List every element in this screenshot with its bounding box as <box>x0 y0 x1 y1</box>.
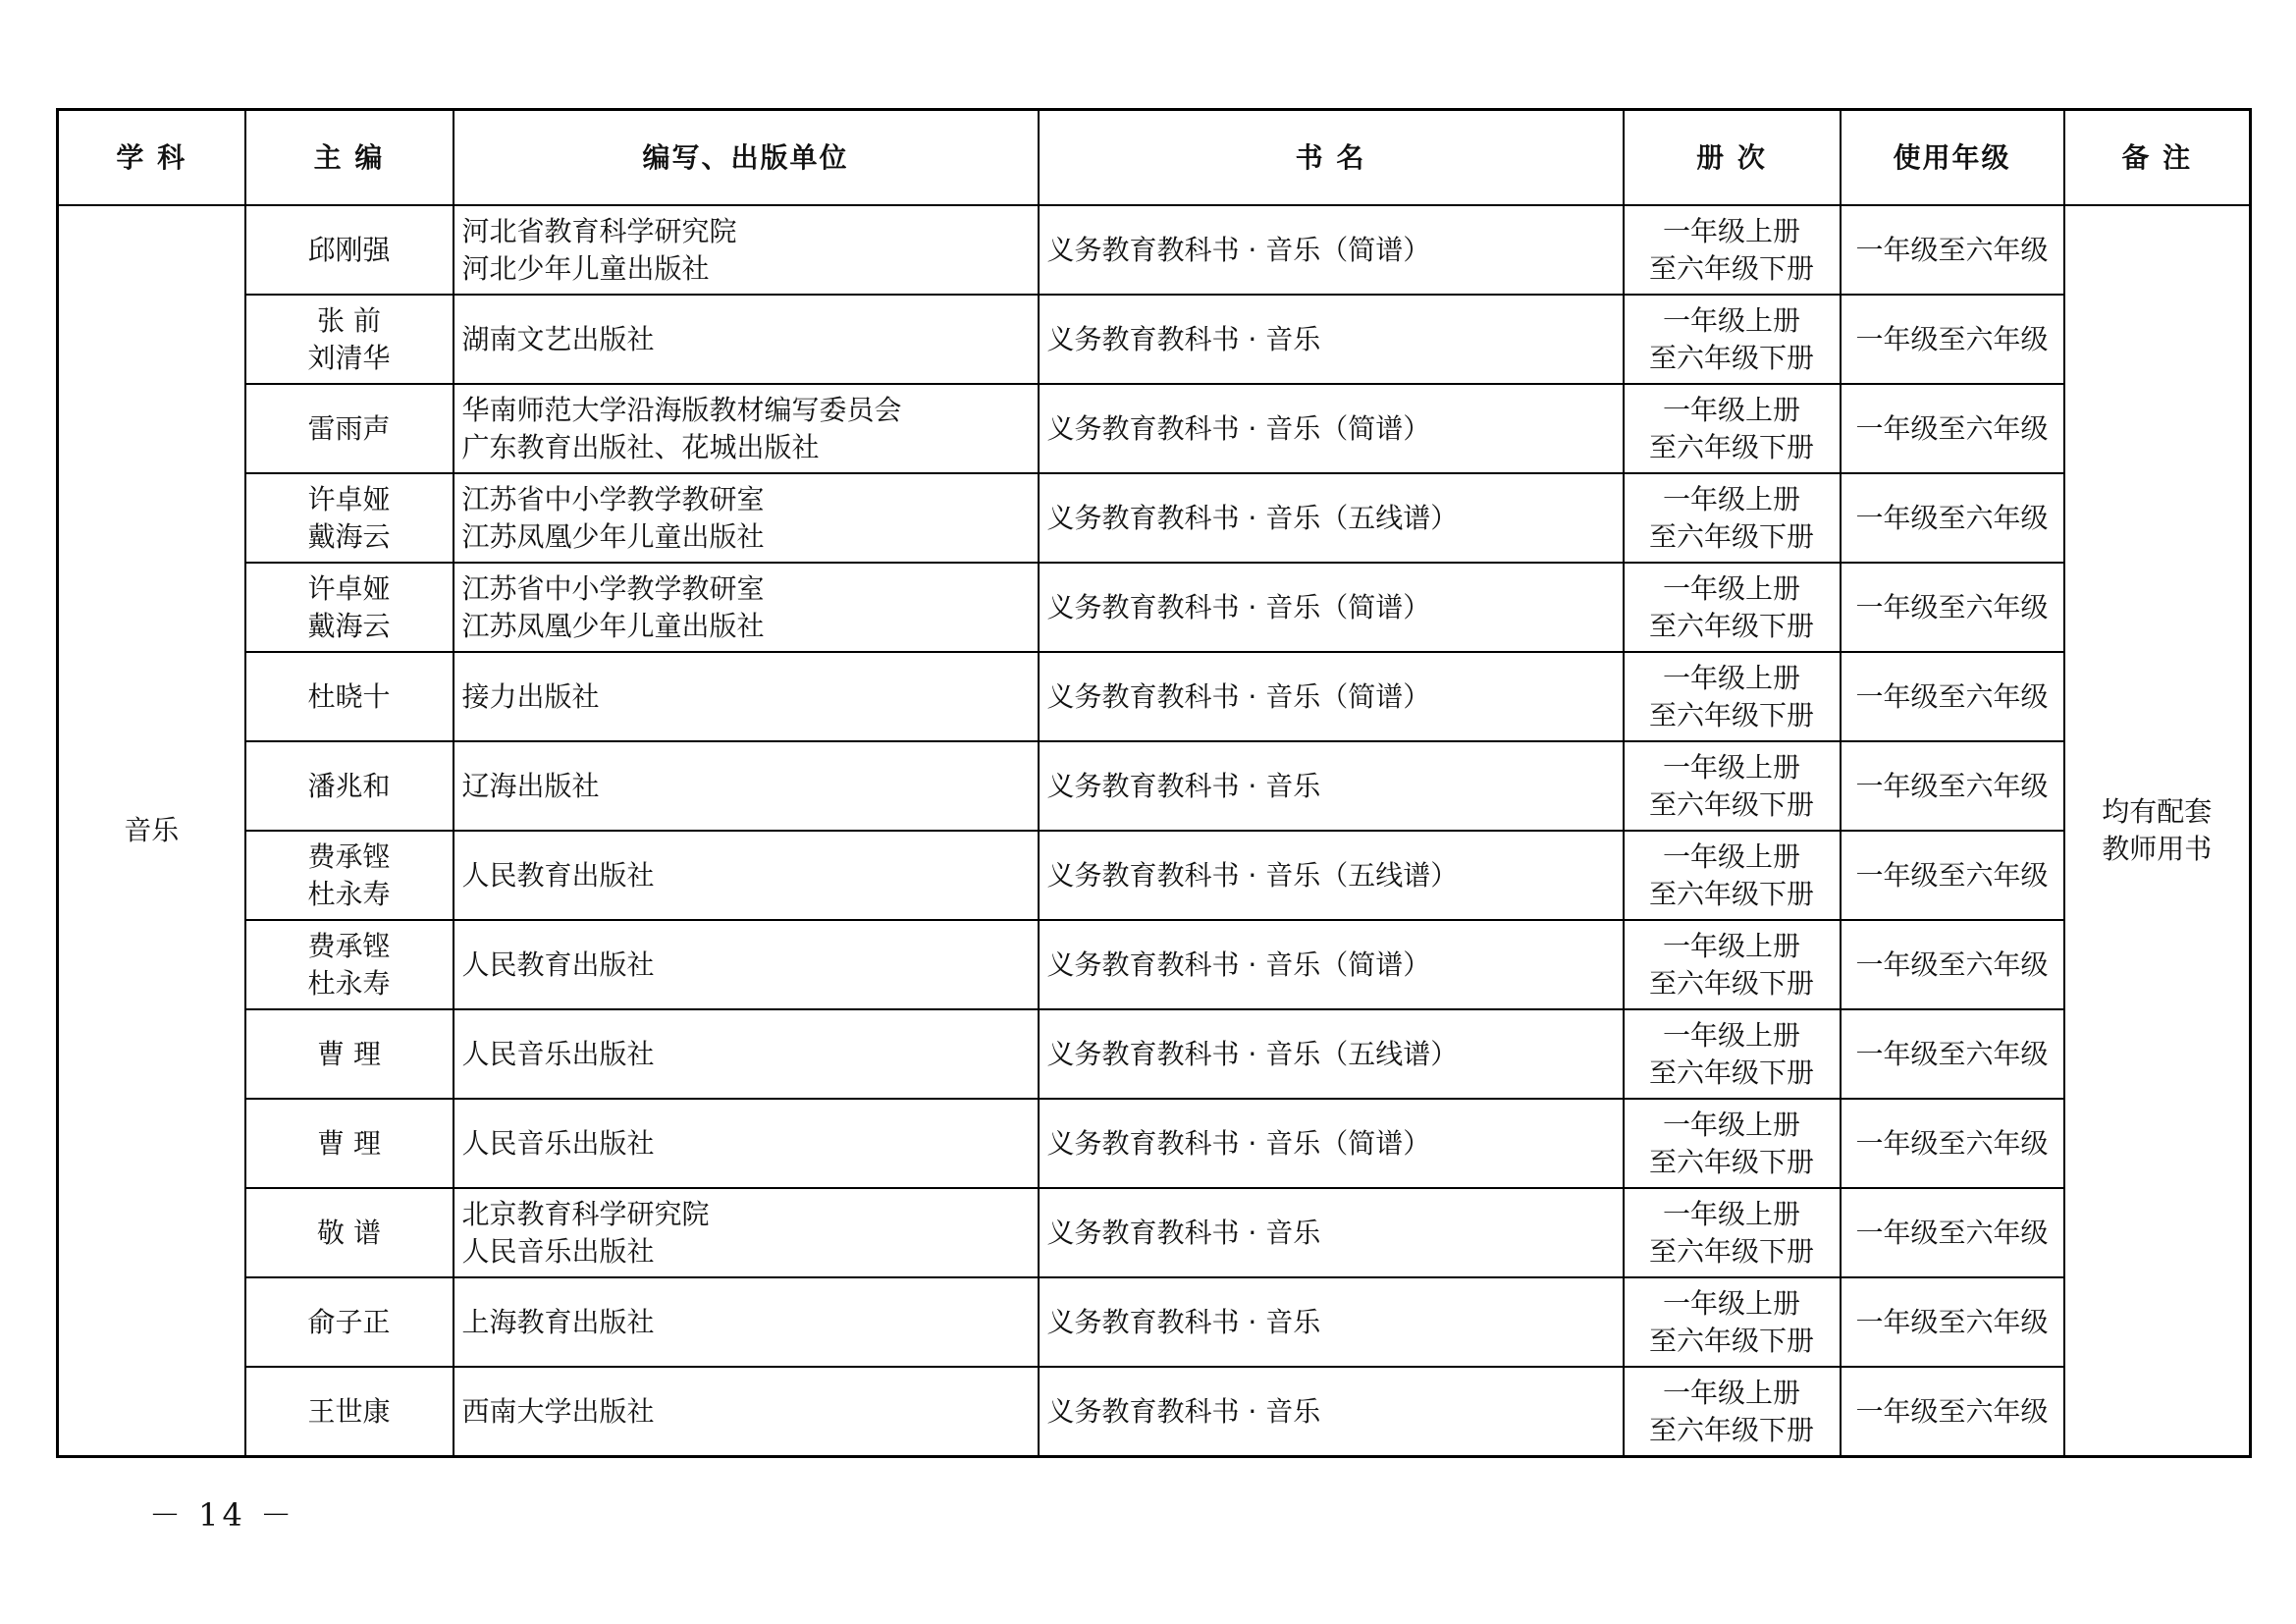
publisher-cell-line: 人民教育出版社 <box>461 947 655 981</box>
publisher-cell <box>454 920 1039 1009</box>
header-subject: 学 科 <box>58 110 245 206</box>
editor-cell <box>245 831 454 920</box>
publisher-cell-line: 西南大学出版社 <box>461 1394 655 1428</box>
volumes-cell <box>1624 1277 1841 1367</box>
book-title-cell: 义务教育教科书 · 音乐（五线谱） <box>1039 1009 1624 1099</box>
publisher-cell <box>454 1099 1039 1188</box>
grade-cell: 一年级至六年级 <box>1841 563 2064 652</box>
book-title-cell: 义务教育教科书 · 音乐 <box>1039 1277 1624 1367</box>
grade-cell: 一年级至六年级 <box>1841 920 2064 1009</box>
volumes-cell-line: 一年级上册 <box>1662 393 1800 426</box>
editor-cell-line: 许卓娅 <box>307 482 391 515</box>
volumes-cell-line: 一年级上册 <box>1662 571 1800 605</box>
book-title-cell: 义务教育教科书 · 音乐（简谱） <box>1039 384 1624 473</box>
grade-cell: 一年级至六年级 <box>1841 205 2064 295</box>
editor-cell <box>245 1277 454 1367</box>
publisher-cell-line: 北京教育科学研究院 <box>461 1197 710 1230</box>
table-row <box>58 652 2251 741</box>
publisher-cell <box>454 1188 1039 1277</box>
publisher-cell <box>454 205 1039 295</box>
header-row <box>58 110 2251 206</box>
volumes-cell-line: 一年级上册 <box>1662 214 1800 247</box>
publisher-cell <box>454 563 1039 652</box>
table-body <box>58 205 2251 1457</box>
publisher-cell-line: 辽海出版社 <box>461 769 600 802</box>
volumes-cell-line: 至六年级下册 <box>1648 1324 1814 1357</box>
editor-cell-line: 费承铿 <box>307 929 391 962</box>
editor-cell-line: 费承铿 <box>307 839 391 873</box>
editor-cell-line: 雷雨声 <box>307 411 391 445</box>
publisher-cell <box>454 831 1039 920</box>
grade-cell: 一年级至六年级 <box>1841 1277 2064 1367</box>
publisher-cell <box>454 652 1039 741</box>
grade-cell: 一年级至六年级 <box>1841 1009 2064 1099</box>
editor-cell-line: 杜晓十 <box>307 679 391 713</box>
table-row <box>58 473 2251 563</box>
editor-cell <box>245 1099 454 1188</box>
table-row <box>58 205 2251 295</box>
publisher-cell-line: 河北省教育科学研究院 <box>461 214 737 247</box>
header-note: 备 注 <box>2064 110 2251 206</box>
header-grade: 使用年级 <box>1841 110 2064 206</box>
publisher-cell-line: 广东教育出版社、花城出版社 <box>461 430 820 463</box>
publisher-cell-line: 人民教育出版社 <box>461 858 655 892</box>
volumes-cell-line: 一年级上册 <box>1662 1108 1800 1141</box>
book-title-cell: 义务教育教科书 · 音乐 <box>1039 741 1624 831</box>
book-title-cell: 义务教育教科书 · 音乐（简谱） <box>1039 1099 1624 1188</box>
header-editor: 主 编 <box>245 110 454 206</box>
publisher-cell-line: 上海教育出版社 <box>461 1305 655 1338</box>
publisher-cell <box>454 1009 1039 1099</box>
volumes-cell <box>1624 384 1841 473</box>
volumes-cell-line: 至六年级下册 <box>1648 1056 1814 1089</box>
volumes-cell-line: 一年级上册 <box>1662 750 1800 784</box>
volumes-cell-line: 至六年级下册 <box>1648 609 1814 642</box>
table-row <box>58 741 2251 831</box>
publisher-cell <box>454 384 1039 473</box>
editor-cell-line: 曹 理 <box>317 1126 381 1160</box>
editor-cell <box>245 920 454 1009</box>
volumes-cell-line: 至六年级下册 <box>1648 698 1814 731</box>
editor-cell-line: 杜永寿 <box>307 877 391 910</box>
book-title-cell: 义务教育教科书 · 音乐 <box>1039 1188 1624 1277</box>
editor-cell-line: 戴海云 <box>307 519 391 553</box>
table-row <box>58 1009 2251 1099</box>
volumes-cell <box>1624 1188 1841 1277</box>
volumes-cell-line: 至六年级下册 <box>1648 341 1814 374</box>
book-title-cell: 义务教育教科书 · 音乐（五线谱） <box>1039 473 1624 563</box>
editor-cell-line: 潘兆和 <box>307 769 391 802</box>
grade-cell: 一年级至六年级 <box>1841 295 2064 384</box>
publisher-cell <box>454 473 1039 563</box>
volumes-cell-line: 一年级上册 <box>1662 1286 1800 1320</box>
publisher-cell-line: 江苏凤凰少年儿童出版社 <box>461 519 765 553</box>
volumes-cell-line: 至六年级下册 <box>1648 966 1814 1000</box>
grade-cell: 一年级至六年级 <box>1841 1188 2064 1277</box>
grade-cell: 一年级至六年级 <box>1841 831 2064 920</box>
volumes-cell-line: 至六年级下册 <box>1648 1413 1814 1446</box>
book-title-cell: 义务教育教科书 · 音乐（简谱） <box>1039 920 1624 1009</box>
book-title-cell: 义务教育教科书 · 音乐（简谱） <box>1039 563 1624 652</box>
volumes-cell-line: 至六年级下册 <box>1648 877 1814 910</box>
textbook-table <box>56 108 2252 1458</box>
publisher-cell-line: 华南师范大学沿海版教材编写委员会 <box>461 393 902 426</box>
editor-cell-line: 王世康 <box>307 1394 391 1428</box>
volumes-cell-line: 至六年级下册 <box>1648 251 1814 285</box>
book-title-cell: 义务教育教科书 · 音乐（五线谱） <box>1039 831 1624 920</box>
editor-cell <box>245 384 454 473</box>
editor-cell-line: 邱刚强 <box>307 233 391 266</box>
publisher-cell <box>454 741 1039 831</box>
publisher-cell <box>454 295 1039 384</box>
editor-cell <box>245 295 454 384</box>
editor-cell <box>245 473 454 563</box>
editor-cell <box>245 652 454 741</box>
table-row <box>58 1277 2251 1367</box>
volumes-cell <box>1624 473 1841 563</box>
editor-cell-line: 俞子正 <box>307 1305 391 1338</box>
grade-cell: 一年级至六年级 <box>1841 384 2064 473</box>
editor-cell-line: 张 前 <box>317 303 381 337</box>
table-row <box>58 1099 2251 1188</box>
publisher-cell <box>454 1367 1039 1457</box>
publisher-cell-line: 湖南文艺出版社 <box>461 322 655 355</box>
grade-cell: 一年级至六年级 <box>1841 652 2064 741</box>
table-row <box>58 920 2251 1009</box>
editor-cell <box>245 1367 454 1457</box>
volumes-cell <box>1624 652 1841 741</box>
volumes-cell-line: 一年级上册 <box>1662 303 1800 337</box>
note-cell <box>2064 205 2251 1457</box>
publisher-cell <box>454 1277 1039 1367</box>
editor-cell <box>245 741 454 831</box>
volumes-cell <box>1624 563 1841 652</box>
book-title-cell: 义务教育教科书 · 音乐（简谱） <box>1039 205 1624 295</box>
volumes-cell <box>1624 920 1841 1009</box>
volumes-cell-line: 至六年级下册 <box>1648 430 1814 463</box>
volumes-cell <box>1624 205 1841 295</box>
volumes-cell-line: 至六年级下册 <box>1648 1145 1814 1178</box>
volumes-cell-line: 至六年级下册 <box>1648 1234 1814 1268</box>
editor-cell-line: 许卓娅 <box>307 571 391 605</box>
table-row <box>58 831 2251 920</box>
editor-cell-line: 刘清华 <box>307 341 391 374</box>
volumes-cell-line: 一年级上册 <box>1662 482 1800 515</box>
book-title-cell: 义务教育教科书 · 音乐 <box>1039 1367 1624 1457</box>
volumes-cell <box>1624 1009 1841 1099</box>
volumes-cell-line: 至六年级下册 <box>1648 787 1814 821</box>
publisher-cell-line: 人民音乐出版社 <box>461 1126 655 1160</box>
header-volumes: 册 次 <box>1624 110 1841 206</box>
volumes-cell-line: 一年级上册 <box>1662 1197 1800 1230</box>
editor-cell-line: 戴海云 <box>307 609 391 642</box>
table-row <box>58 1367 2251 1457</box>
header-book-title: 书 名 <box>1039 110 1624 206</box>
editor-cell <box>245 205 454 295</box>
volumes-cell-line: 一年级上册 <box>1662 929 1800 962</box>
publisher-cell-line: 江苏省中小学教学教研室 <box>461 482 765 515</box>
publisher-cell-line: 河北少年儿童出版社 <box>461 251 710 285</box>
note-cell-line: 教师用书 <box>2102 833 2213 865</box>
page-number: － 14 － <box>149 1496 296 1534</box>
editor-cell <box>245 1009 454 1099</box>
volumes-cell <box>1624 831 1841 920</box>
editor-cell-line: 曹 理 <box>317 1037 381 1070</box>
subject-cell: 音乐 <box>58 205 245 1457</box>
volumes-cell-line: 一年级上册 <box>1662 661 1800 694</box>
publisher-cell-line: 接力出版社 <box>461 679 600 713</box>
table-row <box>58 563 2251 652</box>
editor-cell-line: 敬 谱 <box>317 1216 381 1249</box>
publisher-cell-line: 江苏省中小学教学教研室 <box>461 571 765 605</box>
volumes-cell-line: 一年级上册 <box>1662 839 1800 873</box>
table-row <box>58 295 2251 384</box>
note-cell-line: 均有配套 <box>2102 795 2213 828</box>
table-row <box>58 1188 2251 1277</box>
volumes-cell-line: 至六年级下册 <box>1648 519 1814 553</box>
volumes-cell <box>1624 295 1841 384</box>
grade-cell: 一年级至六年级 <box>1841 741 2064 831</box>
editor-cell-line: 杜永寿 <box>307 966 391 1000</box>
grade-cell: 一年级至六年级 <box>1841 473 2064 563</box>
table-row <box>58 384 2251 473</box>
publisher-cell-line: 人民音乐出版社 <box>461 1037 655 1070</box>
volumes-cell <box>1624 1099 1841 1188</box>
book-title-cell: 义务教育教科书 · 音乐（简谱） <box>1039 652 1624 741</box>
grade-cell: 一年级至六年级 <box>1841 1367 2064 1457</box>
volumes-cell <box>1624 741 1841 831</box>
volumes-cell <box>1624 1367 1841 1457</box>
header-publisher: 编写、出版单位 <box>454 110 1039 206</box>
editor-cell <box>245 563 454 652</box>
publisher-cell-line: 人民音乐出版社 <box>461 1234 655 1268</box>
volumes-cell-line: 一年级上册 <box>1662 1018 1800 1052</box>
grade-cell: 一年级至六年级 <box>1841 1099 2064 1188</box>
editor-cell <box>245 1188 454 1277</box>
book-title-cell: 义务教育教科书 · 音乐 <box>1039 295 1624 384</box>
volumes-cell-line: 一年级上册 <box>1662 1376 1800 1409</box>
publisher-cell-line: 江苏凤凰少年儿童出版社 <box>461 609 765 642</box>
